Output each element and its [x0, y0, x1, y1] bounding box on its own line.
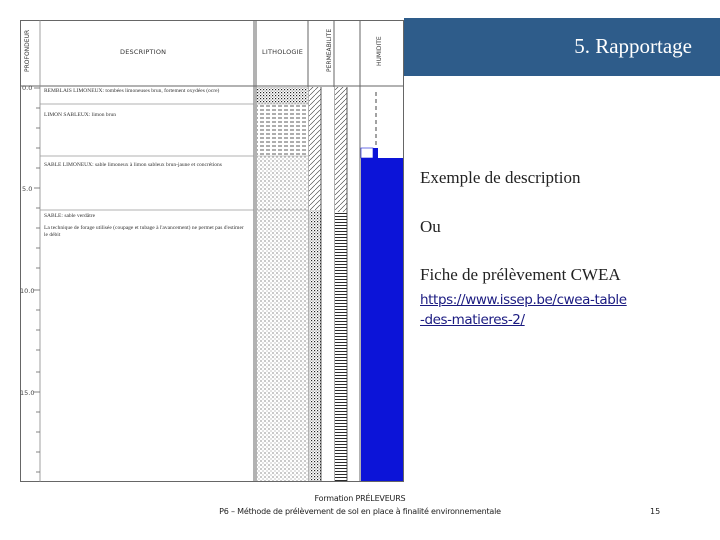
layer-description: LIMON SABLEUX: limon brun — [44, 112, 116, 118]
depth-tick-label: 15.0 — [20, 389, 35, 397]
footer-course: Formation PRÉLEVEURS — [314, 494, 406, 503]
moisture-header: HUMIDITE — [376, 36, 383, 66]
depth-header: PROFONDEUR — [24, 29, 31, 72]
layer-description: REMBLAIS LIMONEUX: tombées limoneuses brun, fortement oxydées (ocre) — [44, 88, 220, 94]
page-number: 15 — [650, 507, 661, 516]
layer-description: SABLE: sable verdâtre — [44, 213, 96, 219]
borehole-log — [20, 20, 404, 482]
cwea-link-continued[interactable]: -des-matieres-2/ — [420, 312, 525, 328]
depth-tick-label: 0.0 — [22, 84, 33, 92]
depth-tick-label: 10.0 — [20, 287, 35, 295]
layer-description: La technique de forage utilisée (coupage et tubage à l'avancement) ne permet pas d'estimer le débit — [44, 225, 244, 238]
cwea-link[interactable]: https://www.issep.be/cwea-table — [420, 292, 627, 308]
permeability-header: PERMEABILITE — [326, 28, 333, 72]
or-text: Ou — [420, 217, 441, 236]
slide-title: 5. Rapportage — [574, 34, 692, 58]
sheet-text: Fiche de prélèvement CWEA — [420, 265, 621, 284]
footer-module: P6 – Méthode de prélèvement de sol en place à finalité environnementale — [219, 507, 501, 516]
depth-tick-label: 5.0 — [22, 185, 33, 193]
lithology-header: LITHOLOGIE — [262, 48, 304, 56]
description-header: DESCRIPTION — [120, 48, 167, 56]
layer-description: SABLE LIMONEUX: sable limoneux à limon sableux brun-jaune et concrétions — [44, 162, 222, 168]
example-text: Exemple de description — [420, 168, 581, 187]
